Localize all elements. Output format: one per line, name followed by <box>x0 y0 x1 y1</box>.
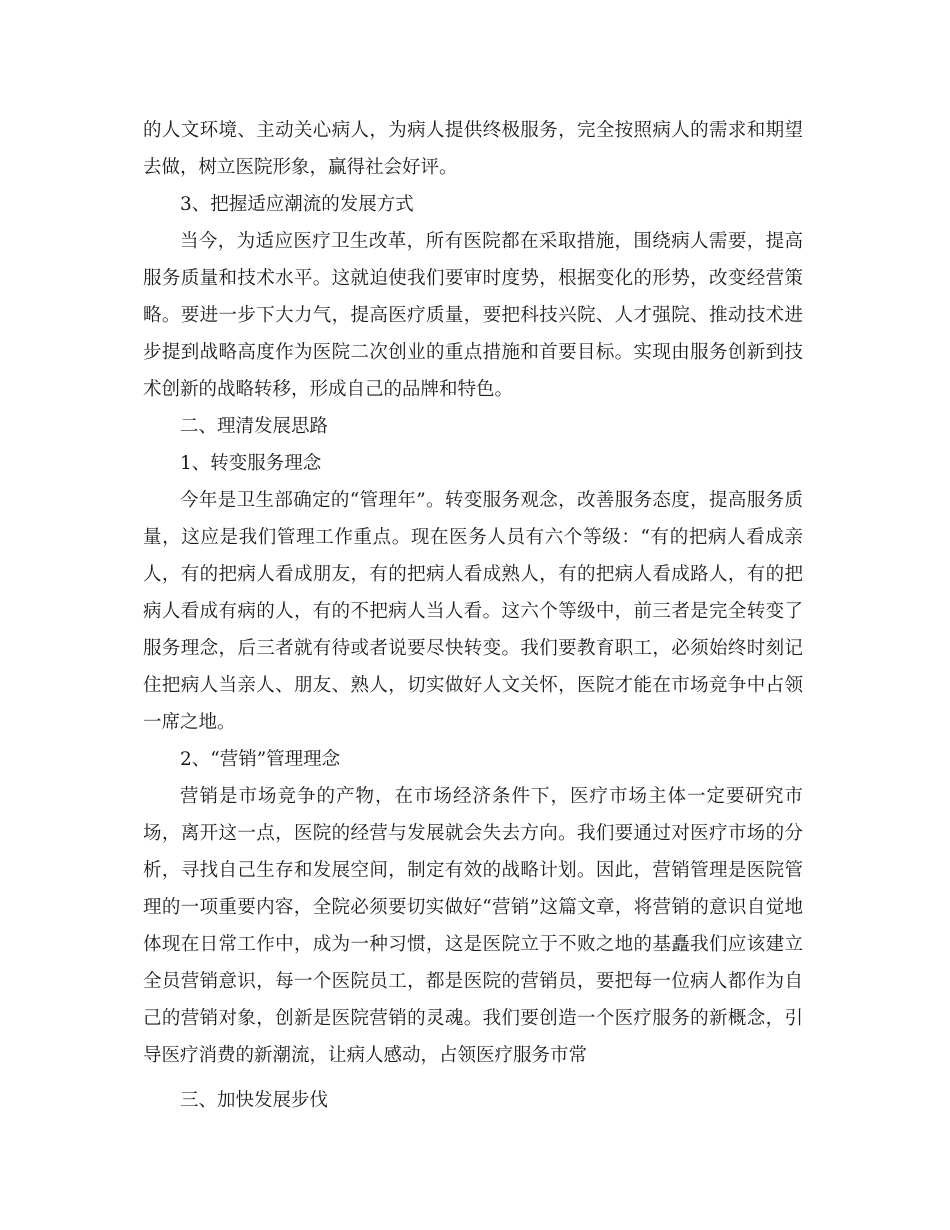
paragraph-patient-care: 的人文环境、主动关心病人，为病人提供终极服务，完全按照病人的需求和期望去做，树立医院形象，赢得社会好评。 <box>143 120 803 178</box>
paragraph-marketing: 营销是市场竞争的产物，在市场经济条件下，医疗市场主体一定要研究市场，离开这一点，医院的经营与发展就会失去方向。我们要通过对医疗市场的分析，寻找自己生存和发展空间，制定有效的战略计划。因此，营销管理是医院管理的一项重要内容，全院必须要切实做好“营销”这篇文章，将营销的意识自觉地体现在日常工作中，成为一种习惯，这是医院立于不败之地的基矗我们应该建立全员营销意识，每一个医院员工，都是医院的营销员，要把每一位病人都作为自己的营销对象，创新是医院营销的灵魂。我们要创造一个医疗服务的新概念，引导医疗消费的新潮流，让病人感动，占领医疗服务市常 <box>143 786 803 1066</box>
heading-accelerate-development: 三、加快发展步伐 <box>180 1090 329 1111</box>
heading-development-approach: 3、把握适应潮流的发展方式 <box>180 194 414 215</box>
heading-clarify-ideas: 二、理清发展思路 <box>180 416 329 437</box>
paragraph-management-year: 今年是卫生部确定的“管理年”。转变服务观念，改善服务态度，提高服务质量，这应是我们管理工作重点。现在医务人员有六个等级：“有的把病人看成亲人，有的把病人看成朋友，有的把病人看成熟人，有的把病人看成路人，有的把病人看成有病的人，有的不把病人当人看。这六个等级中，前三者是完全转变了服务理念，后三者就有待或者说要尽快转变。我们要教育职工，必须始终时刻记住把病人当亲人、朋友、熟人，切实做好人文关怀，医院才能在市场竞争中占领一席之地。 <box>143 490 803 733</box>
heading-marketing-concept: 2、“营销”管理理念 <box>180 749 341 770</box>
heading-service-concept: 1、转变服务理念 <box>180 453 322 474</box>
document-page <box>143 112 803 1119</box>
paragraph-medical-reform: 当今，为适应医疗卫生改革，所有医院都在采取措施，围绕病人需要，提高服务质量和技术水平。这就迫使我们要审时度势，根据变化的形势，改变经营策略。要进一步下大力气，提高医疗质量，要把科技兴院、人才强院、推动技术进步提到战略高度作为医院二次创业的重点措施和首要目标。实现由服务创新到技术创新的战略转移，形成自己的品牌和特色。 <box>143 231 803 400</box>
